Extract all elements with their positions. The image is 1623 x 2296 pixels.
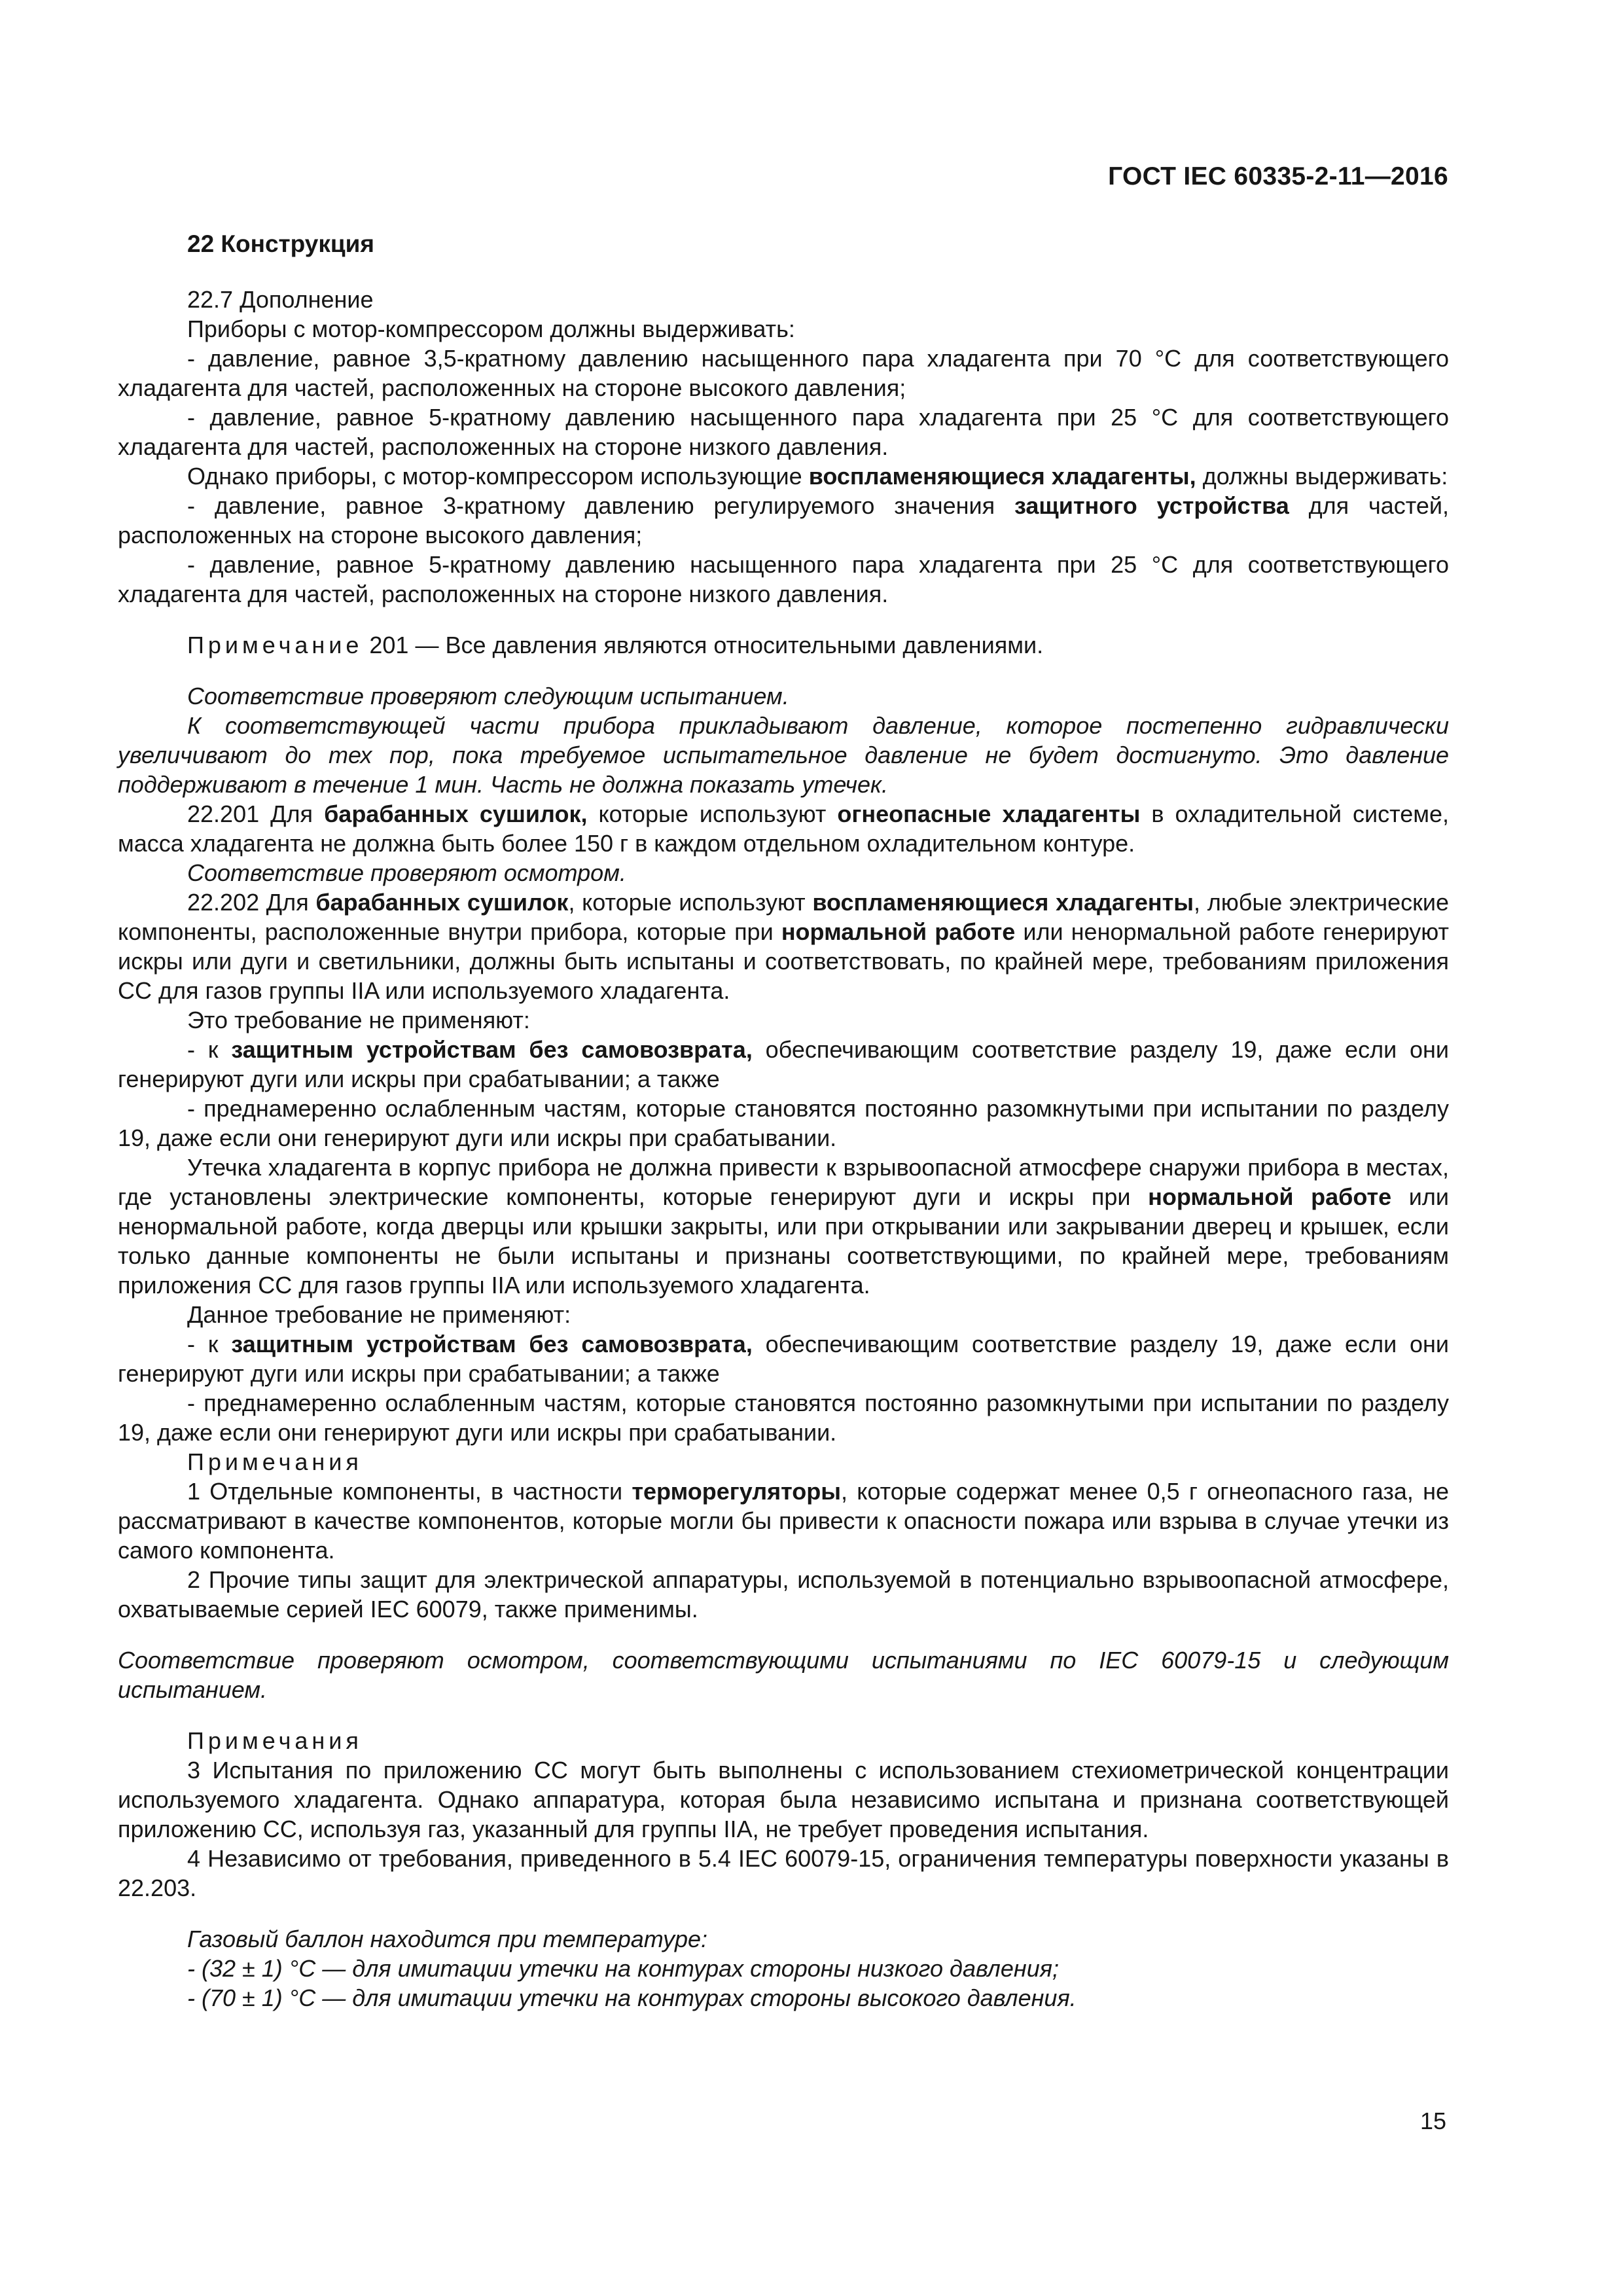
page-body [118,229,1449,2013]
pressure-item-1: - давление, равное 3,5-кратному давлению насыщенного пара хладагента при 70 °C для соответствующего хладагента для частей, расположенных на стороне высокого давления; [118,345,1449,401]
notes-label-text: Примечания [187,1727,363,1754]
note-2: 2 Прочие типы защит для электрической аппаратуры, используемой в потенциально взрывоопасной атмосфере, охватываемые серией IEC 60079, также применимы. [118,1566,1449,1623]
text-run: - давление, равное 3-кратному давлению регулируемого значения [187,492,1014,519]
document-code-header: ГОСТ IEC 60335-2-11—2016 [1108,162,1448,190]
defined-term: нормальной работе [1148,1183,1392,1210]
defined-term: терморегуляторы [632,1478,842,1505]
test-description: К соответствующей части прибора прикладывают давление, которое постепенно гидравлически увеличивают до тех пор, пока требуемое испытательное давление не будет достигнуто. Это давление поддерживают в течение 1 мин. Часть не должна показать утечек. [118,712,1449,798]
notes-label [118,1726,1449,1755]
note-text: 201 — Все давления являются относительными давлениями. [363,632,1044,658]
defined-term: воспламеняющиеся хладагенты [812,889,1194,916]
cylinder-temperature-item: - (32 ± 1) °C — для имитации утечки на контурах стороны низкого давления; [187,1955,1059,1982]
note-1 [118,1477,1449,1565]
text-run: - к [187,1331,232,1357]
clause-22-7-title: 22.7 Дополнение [187,286,374,313]
cylinder-temperature-intro: Газовый баллон находится при температуре: [187,1926,708,1952]
clause-22-7-intro: Приборы с мотор-компрессором должны выдерживать: [187,315,795,342]
exemption-intro: Данное требование не применяют: [187,1301,571,1328]
defined-term: барабанных сушилок, [324,800,588,827]
cylinder-temperature-item: - (70 ± 1) °C — для имитации утечки на контурах стороны высокого давления. [187,1984,1077,2011]
text-run: 1 Отдельные компоненты, в частности [187,1478,632,1505]
exemption-intro: Это требование не применяют: [187,1007,530,1033]
text-run: Однако приборы, с мотор-компрессором использующие [187,463,809,490]
pressure-item-4: - давление, равное 5-кратному давлению насыщенного пара хладагента при 25 °C для соответствующего хладагента для частей, расположенных на стороне низкого давления. [118,551,1449,607]
text-run: Утечка хладагента в корпус прибора не должна привести к взрывоопасной атмосфере снаружи прибора в местах, где установлены электрические компоненты, которые генерируют дуги и искры при [118,1154,1449,1210]
exemption-item [118,1035,1449,1094]
section-heading: 22 Конструкция [187,230,374,257]
text-run: - к [187,1036,232,1063]
note-label: Примечание [187,632,363,658]
flammable-refrigerants-paragraph [118,461,1449,491]
text-run: для частей, расположенных на стороне высокого давления; [118,492,1449,548]
note-201 [118,630,1449,660]
leakage-paragraph [118,1153,1449,1300]
text-run: 22.201 Для [187,800,325,827]
defined-term: защитным устройствам без самовозврата, [231,1331,753,1357]
pressure-item-2: - давление, равное 5-кратному давлению насыщенного пара хладагента при 25 °C для соответствующего хладагента для частей, расположенных на стороне низкого давления. [118,404,1449,460]
note-3: 3 Испытания по приложению CC могут быть выполнены с использованием стехиометрической концентрации используемого хладагента. Однако аппаратура, которая была независимо испытана и признана соответствующей приложению CC, используя газ, указанный для группы IIA, не требует проведения испытания. [118,1757,1449,1842]
clause-22-201 [118,799,1449,858]
text-run: должны выдерживать: [1196,463,1448,490]
defined-term: защитным устройствам без самовозврата, [231,1036,753,1063]
exemption-item: - преднамеренно ослабленным частям, которые становятся постоянно разомкнутыми при испытании по разделу 19, даже если они генерируют дуги или искры при срабатывании. [118,1095,1449,1151]
defined-term: воспламеняющиеся хладагенты, [808,463,1196,490]
page-number: 15 [1419,2108,1446,2134]
exemption-item: - преднамеренно ослабленным частям, которые становятся постоянно разомкнутыми при испытании по разделу 19, даже если они генерируют дуги или искры при срабатывании. [118,1390,1449,1446]
pressure-item-3 [118,491,1449,550]
defined-term: нормальной работе [781,918,1016,945]
clause-22-202 [118,888,1449,1005]
text-run: 22.202 Для [187,889,316,916]
text-run: которые используют [587,800,838,827]
notes-label [118,1447,1449,1477]
text-run: , любые электрические компоненты, расположенные внутри прибора, которые при [118,889,1449,945]
note-4: 4 Независимо от требования, приведенного в 5.4 IEC 60079-15, ограничения температуры поверхности указаны в 22.203. [118,1845,1449,1901]
text-run: обеспечивающим соответствие разделу 19, даже если они генерируют дуги или искры при срабатывании; а также [118,1331,1449,1387]
notes-label-text: Примечания [187,1448,363,1475]
compliance-statement: Соответствие проверяют осмотром, соответствующими испытаниями по IEC 60079-15 и следующим испытанием. [118,1647,1449,1703]
text-run: , которые используют [568,889,813,916]
text-run: в охладительной системе, масса хладагента не должна быть более 150 г в каждом отдельном охладительном контуре. [118,800,1450,857]
defined-term: защитного устройства [1014,492,1289,519]
defined-term: барабанных сушилок [315,889,569,916]
defined-term: огнеопасные хладагенты [837,800,1141,827]
text-run: или ненормальной работе, когда дверцы или крышки закрыты, или при открывании или закрывании дверец и крышек, если только данные компоненты не были испытаны и признаны соответствующими, по крайней мере, требованиям приложения CC для газов группы IIA или используемого хладагента. [118,1183,1449,1299]
compliance-statement: Соответствие проверяют следующим испытанием. [187,683,789,709]
text-run: , которые содержат менее 0,5 г огнеопасного газа, не рассматривают в качестве компонентов, которые могли бы привести к опасности пожара или взрыва в случае утечки из самого компонента. [118,1478,1449,1564]
text-run: обеспечивающим соответствие разделу 19, даже если они генерируют дуги или искры при срабатывании; а также [118,1036,1449,1092]
text-run: или ненормальной работе генерируют искры или дуги и светильники, должны быть испытаны и соответствовать, по крайней мере, требованиям приложения CC для газов группы IIA или используемого хладагента. [118,918,1449,1004]
compliance-statement: Соответствие проверяют осмотром. [187,859,626,886]
exemption-item [118,1329,1449,1388]
